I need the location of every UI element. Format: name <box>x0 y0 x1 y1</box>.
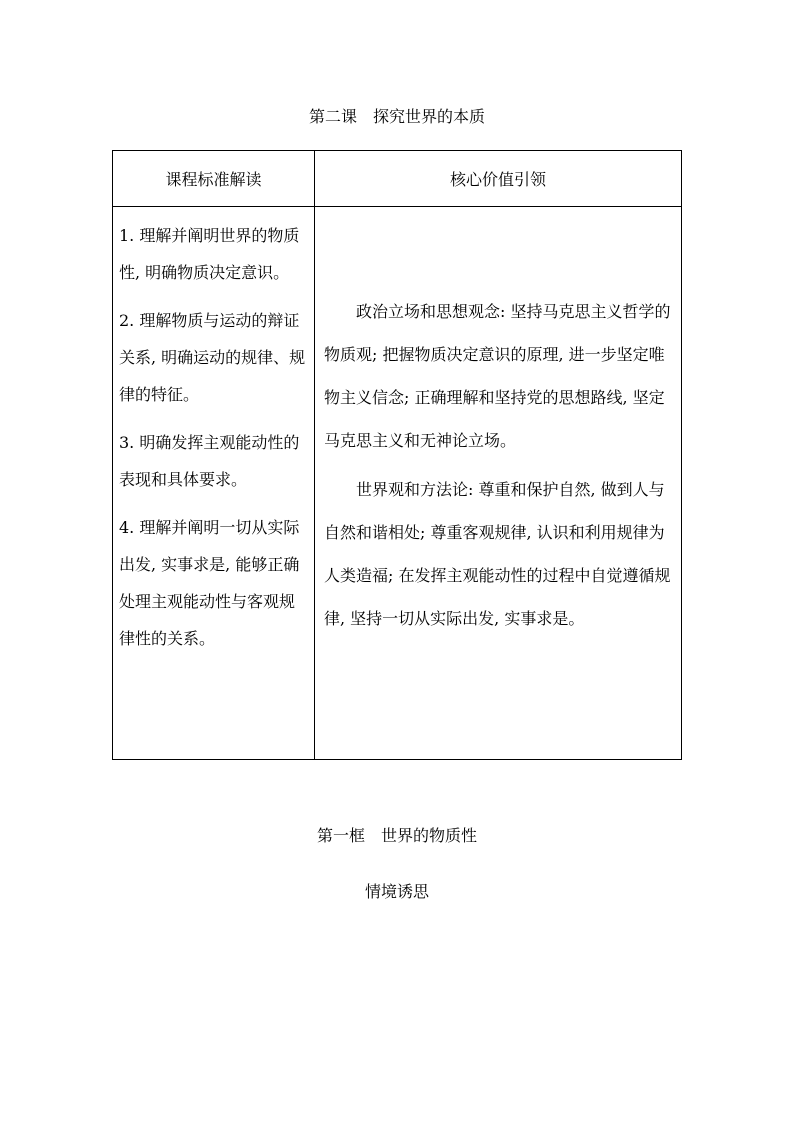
table-body-row <box>113 207 682 760</box>
standard-item: 3. 明确发挥主观能动性的表现和具体要求。 <box>119 433 300 489</box>
subsection-title: 情境诱思 <box>364 882 429 901</box>
standard-item: 2. 理解物质与运动的辩证关系, 明确运动的规律、规律的特征。 <box>119 311 306 404</box>
table-header-row <box>113 151 682 207</box>
curriculum-table <box>112 150 682 760</box>
value-paragraph: 世界观和方法论: 尊重和保护自然, 做到人与自然和谐相处; 尊重客观规律, 认识和利用规律为人类造福; 在发挥主观能动性的过程中自觉遵循规律, 坚持一切从实际出发, 实事求是。 <box>324 480 671 628</box>
curriculum-standards-cell <box>113 207 315 760</box>
lesson-title: 第二课 探究世界的本质 <box>308 107 485 126</box>
header-core-values: 核心价值引领 <box>315 151 682 207</box>
section-title: 第一框 世界的物质性 <box>316 826 477 845</box>
standard-item: 4. 理解并阐明一切从实际出发, 实事求是, 能够正确处理主观能动性与客观规律性的关系。 <box>119 518 300 648</box>
value-paragraph: 政治立场和思想观念: 坚持马克思主义哲学的物质观; 把握物质决定意识的原理, 进一步坚定唯物主义信念; 正确理解和坚持党的思想路线, 坚定马克思主义和无神论立场。 <box>324 302 671 450</box>
header-curriculum-standards: 课程标准解读 <box>113 151 315 207</box>
core-values-cell <box>315 207 682 760</box>
standard-item: 1. 理解并阐明世界的物质性, 明确物质决定意识。 <box>119 226 300 282</box>
